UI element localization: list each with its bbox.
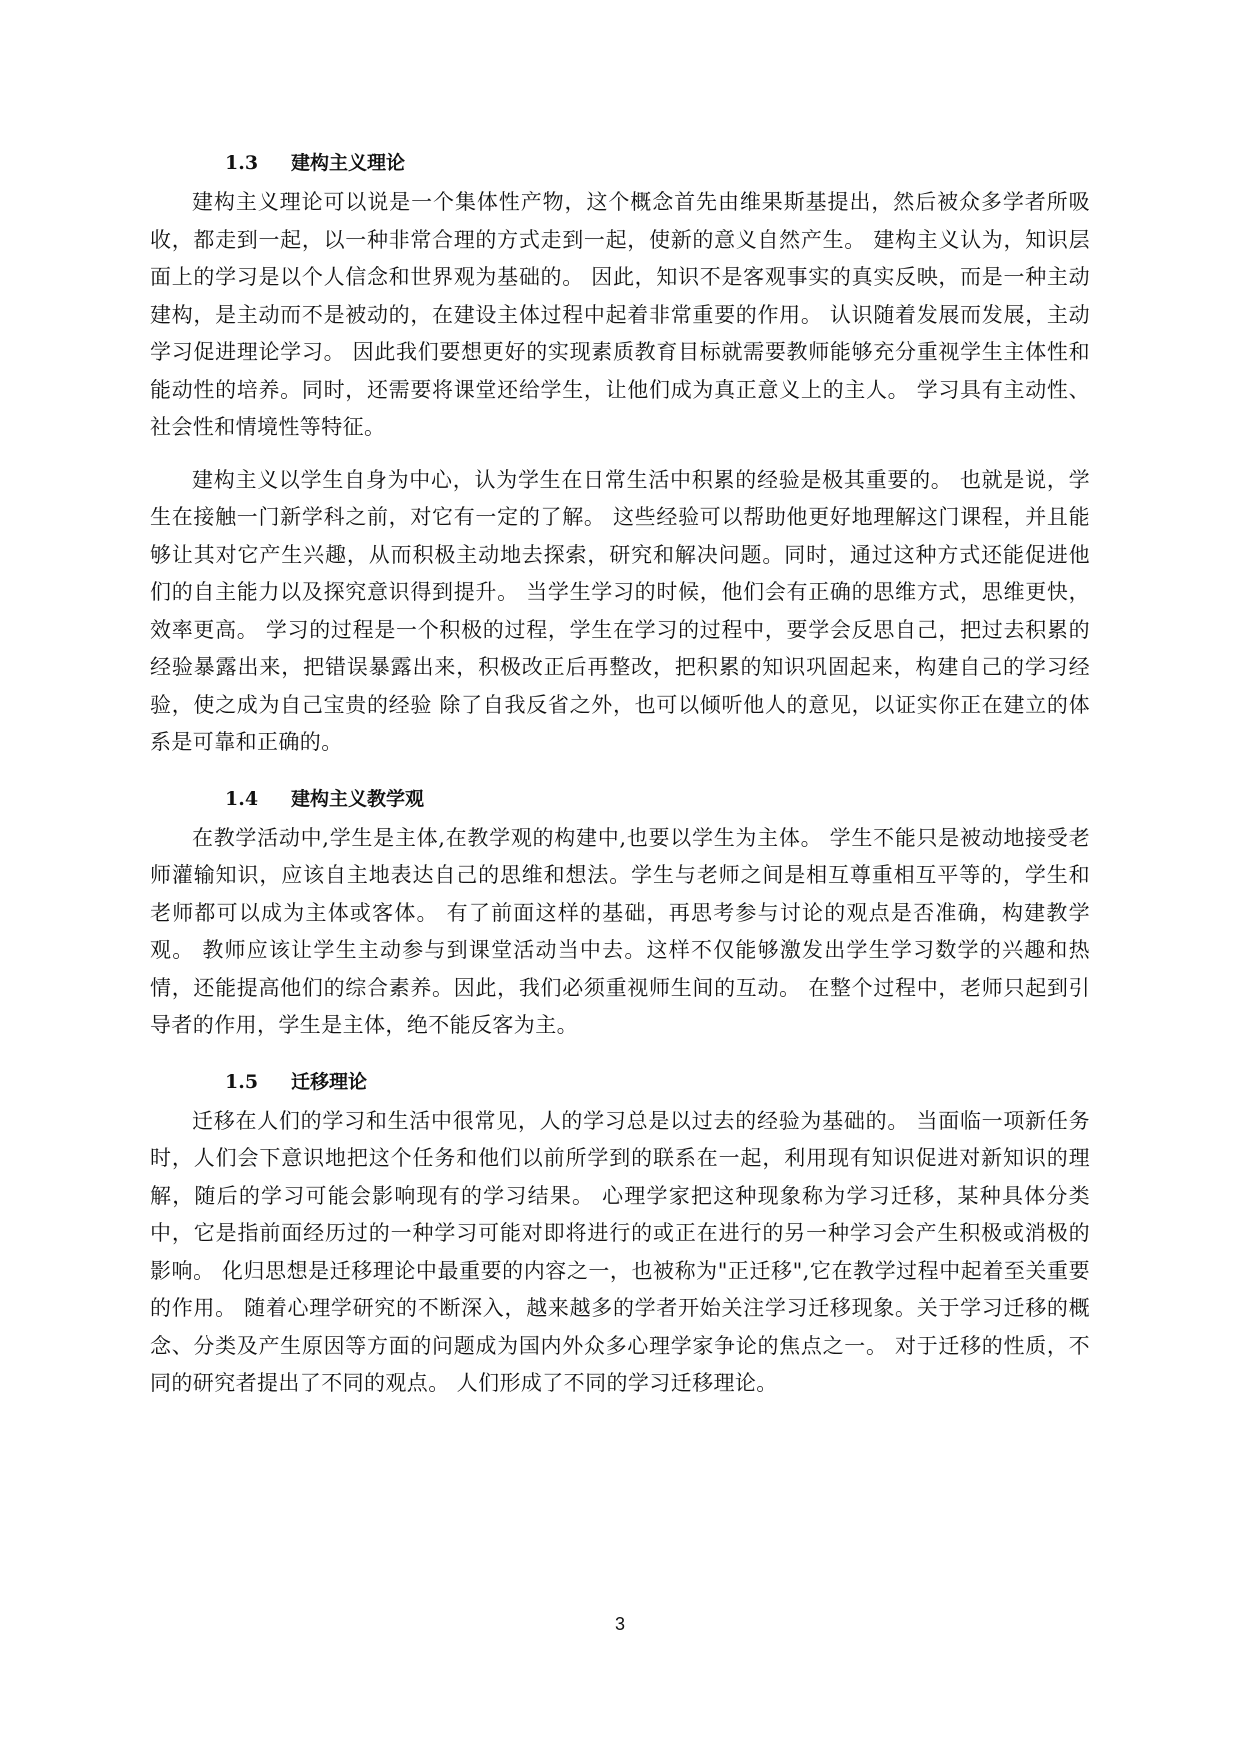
section-number: 1.5 <box>225 1070 259 1093</box>
section-title: 建构主义理论 <box>291 152 406 174</box>
page-body <box>150 146 1090 1423</box>
section-heading <box>150 1065 1090 1099</box>
paragraph: 建构主义以学生自身为中心，认为学生在日常生活中积累的经验是极其重要的。 也就是说，学生在接触一门新学科之前，对它有一定的了解。 这些经验可以帮助他更好地理解这门课程，并且能够让其对它产生兴趣，从而积极主动地去探索，研究和解决问题。同时，通过这种方式还能促进他们的自主能力以及探究意识得到提升。 当学生学习的时候，他们会有正确的思维方式，思维更快，效率更高。 学习的过程是一个积极的过程，学生在学习的过程中，要学会反思自己，把过去积累的经验暴露出来，把错误暴露出来，积极改正后再整改，把积累的知识巩固起来，构建自己的学习经验，使之成为自己宝贵的经验 除了自我反省之外，也可以倾听他人的意见，以证实你正在建立的体系是可靠和正确的。 <box>150 467 1090 754</box>
paragraph: 建构主义理论可以说是一个集体性产物，这个概念首先由维果斯基提出，然后被众多学者所吸收，都走到一起，以一种非常合理的方式走到一起，使新的意义自然产生。 建构主义认为，知识层面上的学习是以个人信念和世界观为基础的。 因此，知识不是客观事实的真实反映，而是一种主动建构，是主动而不是被动的，在建设主体过程中起着非常重要的作用。 认识随着发展而发展，主动学习促进理论学习。 因此我们要想更好的实现素质教育目标就需要教师能够充分重视学生主体性和能动性的培养。同时，还需要将课堂还给学生，让他们成为真正意义上的主人。 学习具有主动性、社会性和情境性等特征。 <box>150 190 1090 439</box>
page-number: 3 <box>614 1614 625 1634</box>
section-number: 1.3 <box>225 152 259 174</box>
section-heading <box>150 782 1090 816</box>
paragraph: 迁移在人们的学习和生活中很常见，人的学习总是以过去的经验为基础的。 当面临一项新任务时，人们会下意识地把这个任务和他们以前所学到的联系在一起，利用现有知识促进对新知识的理解，随后的学习可能会影响现有的学习结果。 心理学家把这种现象称为学习迁移，某种具体分类中，它是指前面经历过的一种学习可能对即将进行的或正在进行的另一种学习会产生积极或消极的影响。 化归思想是迁移理论中最重要的内容之一，也被称为"正迁移",它在教学过程中起着至关重要的作用。 随着心理学研究的不断深入，越来越多的学者开始关注学习迁移现象。关于学习迁移的概念、分类及产生原因等方面的问题成为国内外众多心理学家争论的焦点之一。 对于迁移的性质，不同的研究者提出了不同的观点。 人们形成了不同的学习迁移理论。 <box>150 1108 1090 1395</box>
section-number: 1.4 <box>225 787 259 810</box>
section-1-5 <box>150 1065 1090 1403</box>
section-title: 建构主义教学观 <box>291 787 425 810</box>
paragraph: 在教学活动中,学生是主体,在教学观的构建中,也要以学生为主体。 学生不能只是被动地接受老师灌输知识，应该自主地表达自己的思维和想法。学生与老师之间是相互尊重相互平等的，学生和老师都可以成为主体或客体。 有了前面这样的基础，再思考参与讨论的观点是否准确，构建教学观。 教师应该让学生主动参与到课堂活动当中去。这样不仅能够激发出学生学习数学的兴趣和热情，还能提高他们的综合素养。因此，我们必须重视师生间的互动。 在整个过程中，老师只起到引导者的作用，学生是主体，绝不能反客为主。 <box>150 825 1090 1037</box>
section-title: 迁移理论 <box>291 1070 368 1093</box>
section-1-3 <box>150 146 1090 762</box>
section-1-4 <box>150 782 1090 1045</box>
section-heading <box>150 146 1090 180</box>
